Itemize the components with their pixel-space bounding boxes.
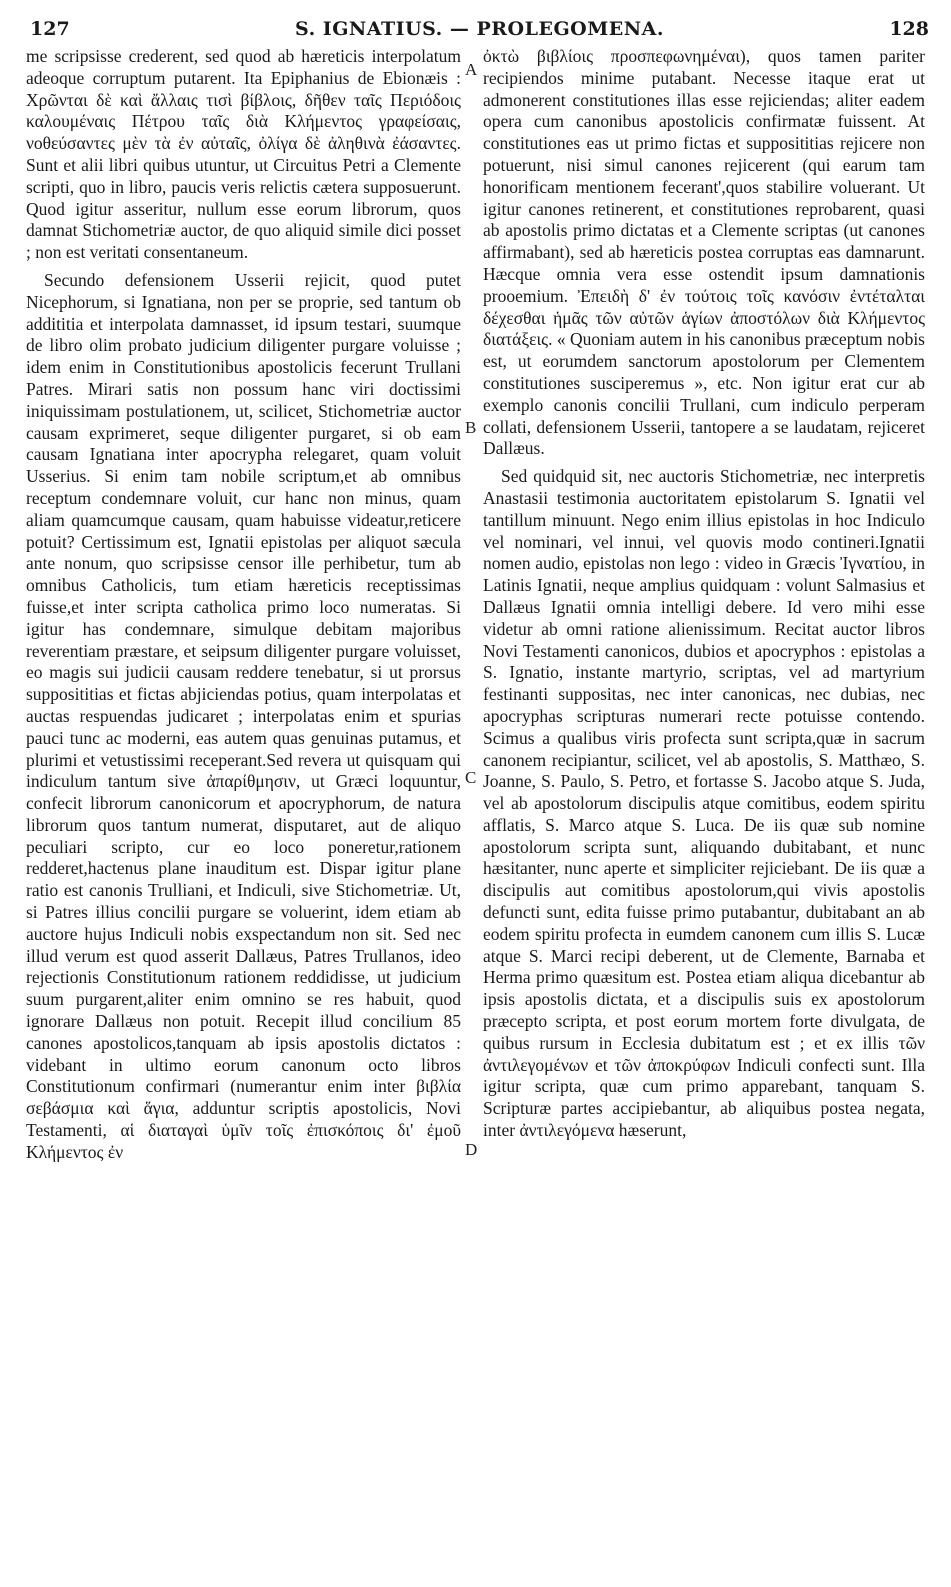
left-column bbox=[26, 46, 461, 1164]
margin-marker-c: C bbox=[465, 768, 477, 787]
running-header bbox=[30, 18, 929, 48]
right-page-number: 128 bbox=[889, 18, 929, 40]
margin-marker-a: A bbox=[465, 60, 478, 79]
right-column bbox=[483, 46, 925, 1142]
right-paragraph-1: ὀκτὼ βιβλίοις προσπεφωνημέναι), quos tamen pariter recipiendos minime putabant. Necesse itaque erat ut admonerent constitutiones illas esse rejiciendas; aliter eadem opera cum canonibus apostolicis confirmatæ fuissent. At constitutiones eas ut primo fictas et supposititias rejicere non potuerunt, nisi simul canones rejicerent (qui earum tam honorificam mentionem fecerant',quos stabilire voluerant. Ut igitur canones retinerent, et constitutiones reprobarent, quasi ab apostolis primo dictatas et a Clemente scriptas (ut canones affirmabant), sed ab hæreticis postea corruptas eas damnarunt. Hæcque omnia vera esse ostendit ipsum damnationis prooemium. Ἐπειδὴ δ' ἐν τούτοις τοῖς κανόσιν ἐντέταλται δέχεσθαι ἡμᾶς τῶν αὐτῶν ἁγίων ἀποστόλων διὰ Κλήμεντος διατάξεις. « Quoniam autem in his canonibus præceptum nobis est, ut eorumdem sanctorum apostolorum per Clementem constitutiones susciperemus », etc. Non igitur erat cur ab exemplo canonis concilii Trullani, cum indiculo perperam collati, defensionem Usserii, tantopere a se laudatam, rejiceret Dallæus. bbox=[483, 46, 925, 459]
margin-marker-d: D bbox=[465, 1140, 478, 1159]
left-paragraph-2: Secundo defensionem Usserii rejicit, quod putet Nicephorum, si Ignatiana, non per se proprie, sed tantum ob addititia et interpolata damnasset, id ipsum testari, suumque de libro olim probato judicium diligenter purgare voluisse ; idem enim in Constitutionibus apostolicis fecerunt Trullani Patres. Mirari satis non possum hanc viri doctissimi iniquissimam postulationem, ut, scilicet, Stichometriæ auctor causam exprimeret, seque diligenter purgaret, si ob eam causam Ignatiana inter apocrypha relegaret, quam voluit Usserius. Si enim tam nobile scriptum,et ab omnibus receptum condemnare voluit, cur hanc non minus, quam aliam quamcumque causam, quam habuisse videatur,reticere potuit? Certissimum est, Ignatii epistolas per aliquot sæcula ante nonum, quo scripsisse censor ille perhibetur, tum ab omnibus Catholicis, tum etiam hæreticis receptissimas fuisse,et inter scripta catholica primo loco numeratas. Si igitur has condemnare, simulque debitam majoribus reverentiam præstare, et seipsum diligenter purgare voluisset, eo magis sui judicii causam reddere tenebatur, si ut prorsus supposititias et fictas abjiciendas potius, quam interpolatas et auctas respuendas judicaret ; interpolatas enim et spurias pauci tunc ac moderni, eas autem quas genuinas putamus, et plurimi et vetustissimi receperant.Sed revera ut quisquam qui indiculum tantum sive ἀπαρίθμησιν, ut Græci loquuntur, confecit librorum canonicorum et apocryphorum, de natura librorum quos tantum numerat, disputaret, aut de aliquo peculiari scripto, cur eo loco poneretur,rationem redderet,hactenus plane inauditum est. Dispar igitur plane ratio est canonis Trulliani, et Indiculi, sive Stichometriæ. Ut, si Patres illius concilii purgare se voluerint, idem etiam ab auctore hujus Indiculi nobis exspectandum non sit. Sed nec illud verum est quod asserit Dallæus, Patres Trullanos, ideo rejectionis Constitutionum rationem reddidisse, ut judicium suum purgarent,aliter enim omnino se res habuit, quod ignorare Dallæus non potuit. Recepit illud concilium 85 canones apostolicos,tanquam ab ipsis apostolis dictatos : videbant in ultimo eorum canonum octo libros Constitutionum confirmari (numerantur enim inter βιβλία σεβάσμια καὶ ἅγια, adduntur scriptis apostolicis, Novi Testamenti, αἱ διαταγαὶ ὑμῖν τοῖς ἐπισκόποις δι' ἐμοῦ Κλήμεντος ἐν bbox=[26, 269, 461, 1162]
running-title: S. IGNATIUS. — PROLEGOMENA. bbox=[295, 18, 664, 40]
right-paragraph-2: Sed quidquid sit, nec auctoris Stichometriæ, nec interpretis Anastasii testimonia auctoritatem epistolarum S. Ignatii vel tantillum minuunt. Nego enim illius epistolas in hoc Indiculo vel nominari, vel innui, vel quovis modo contineri.Ignatii nomen audio, epistolas non lego : video in Græcis Ἰγνατίου, in Latinis Ignatii, neque amplius quidquam : volunt Salmasius et Dallæus Ignatii omnia intelligi debere. Id vero mihi esse videtur ab omni ratione alienissimum. Recitat auctor libros Novi Testamenti canonicos, dubios et apocryphos : epistolas a S. Ignatio, instante martyrio, scriptas, vel ad martyrium festinanti suppositas, nec inter canonicas, nec dubias, nec apocryphas scripturas numerari recte potuisse contendo. Scimus a qualibus viris profecta sunt scripta,quæ in sacrum canonem recipiantur, scilicet, vel ab apostolis, S. Matthæo, S. Joanne, S. Paulo, S. Petro, et fortasse S. Jacobo atque S. Juda, vel ab apostolorum discipulis atque comitibus, eodem spiritu afflatis, S. Marco atque S. Luca. De iis quæ sub nomine apostolorum scripta sunt, aliquando dubitabant, et nunc hæsitanter, nunc aperte et simpliciter rejiciebant. De iis quæ a discipulis aut comitibus apostolorum,qui vivis apostolis defuncti sunt, edita fuisse primo putabantur, dubitabant an ab eodem spiritu profecta in eumdem canonem cum illis S. Lucæ atque S. Marci recipi deberent, ut de Clemente, Barnaba et Herma primo quæsitum est. Postea etiam aliqua dicebantur ab ipsis apostolis dictata, et a discipulis suis ex apostolorum præcepto scripta, et post eorum mortem forte divulgata, de quibus rursum in Ecclesia dubitatum est ; et ex illis τῶν ἀντιλεγομένων et τῶν ἀποκρύφων Indiculi confecti sunt. Illa igitur scripta, quæ cum primo apparebant, tanquam S. Scripturæ partes accipiebantur, ab aliquibus postea negata, inter ἀντιλεγόμενα hæserunt, bbox=[483, 466, 925, 1141]
margin-marker-b: B bbox=[465, 418, 477, 437]
left-page-number: 127 bbox=[30, 18, 70, 40]
left-paragraph-1: me scripsisse crederent, sed quod ab hæreticis interpolatum adeoque corruptum putarent. Ita Epiphanius de Ebionæis : Χρῶνται δὲ καὶ ἄλλαις τισὶ βίβλοις, δῆθεν ταῖς Περιόδοις καλουμέναις Πέτρου ταῖς διὰ Κλήμεντος γραφείσαις, νοθεύσαντες μὲν τὰ ἐν αὐταῖς, ὀλίγα δὲ ἀληθινὰ ἐάσαντες. Sunt et alii libri quibus utuntur, ut Circuitus Petri a Clemente scripti, quo in libro, paucis veris relictis cætera supposuerunt. Quod igitur asseritur, nullum esse eorum librorum, quos damnat Stichometriæ auctor, de quo aliquid simile dici posset ; non est veritati consentaneum. bbox=[26, 46, 461, 263]
